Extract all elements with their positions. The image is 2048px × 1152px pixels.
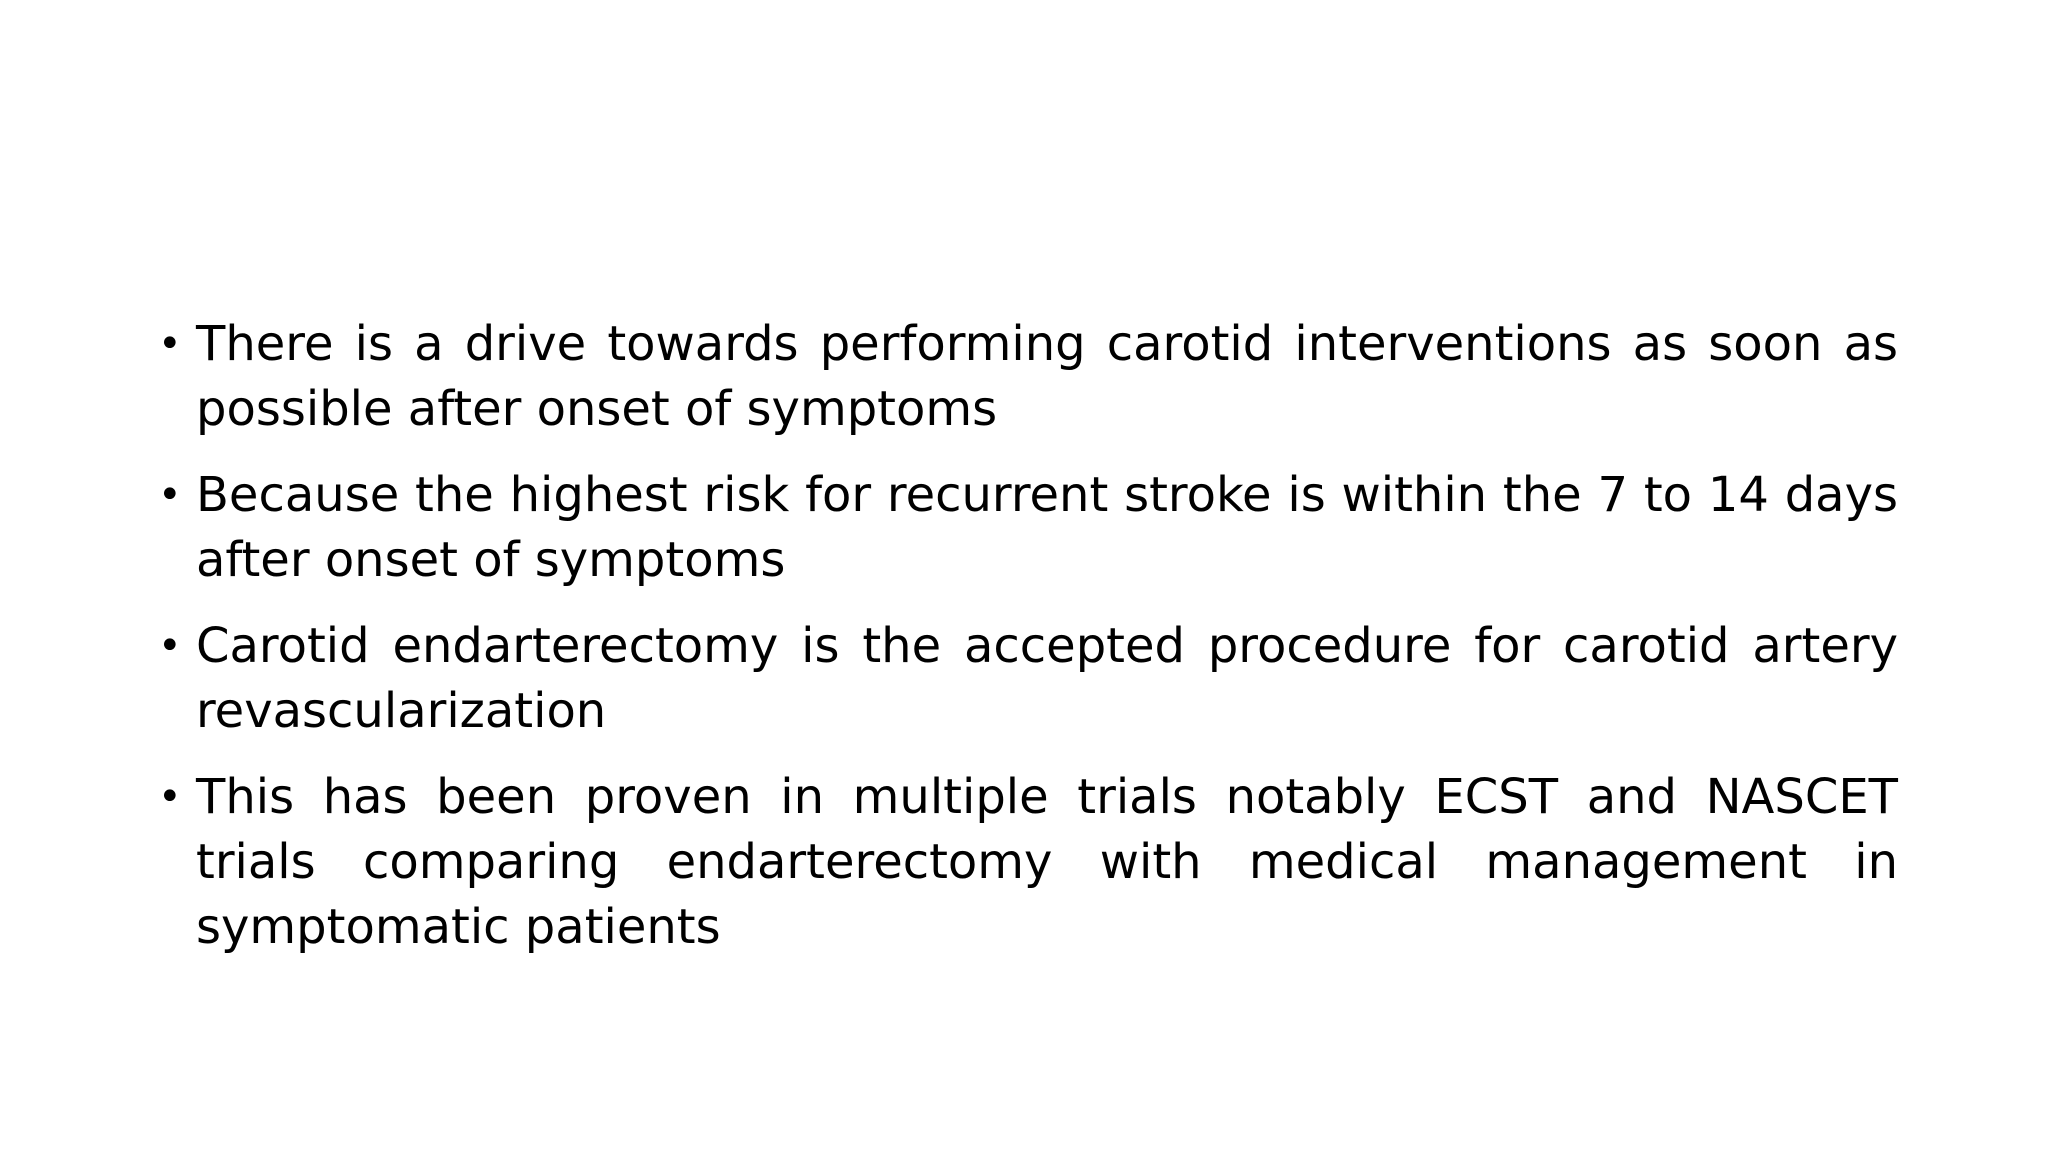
bullet-dot-icon: • xyxy=(158,623,182,669)
bullet-item xyxy=(158,463,1898,593)
bullet-text: There is a drive towards performing carotid interventions as soon as possible after onset of symptoms xyxy=(196,316,1898,437)
bullet-text: Carotid endarterectomy is the accepted procedure for carotid artery revascularization xyxy=(196,618,1898,739)
bullet-dot-icon: • xyxy=(158,321,182,367)
slide-body xyxy=(158,312,1898,981)
bullet-text: Because the highest risk for recurrent stroke is within the 7 to 14 days after onset of symptoms xyxy=(196,467,1898,588)
bullet-item xyxy=(158,765,1898,960)
bullet-text: This has been proven in multiple trials notably ECST and NASCET trials comparing endarterectomy with medical management in symptomatic patients xyxy=(196,769,1898,955)
bullet-item xyxy=(158,614,1898,744)
bullet-list xyxy=(158,312,1898,960)
bullet-dot-icon: • xyxy=(158,774,182,820)
bullet-item xyxy=(158,312,1898,442)
bullet-dot-icon: • xyxy=(158,472,182,518)
